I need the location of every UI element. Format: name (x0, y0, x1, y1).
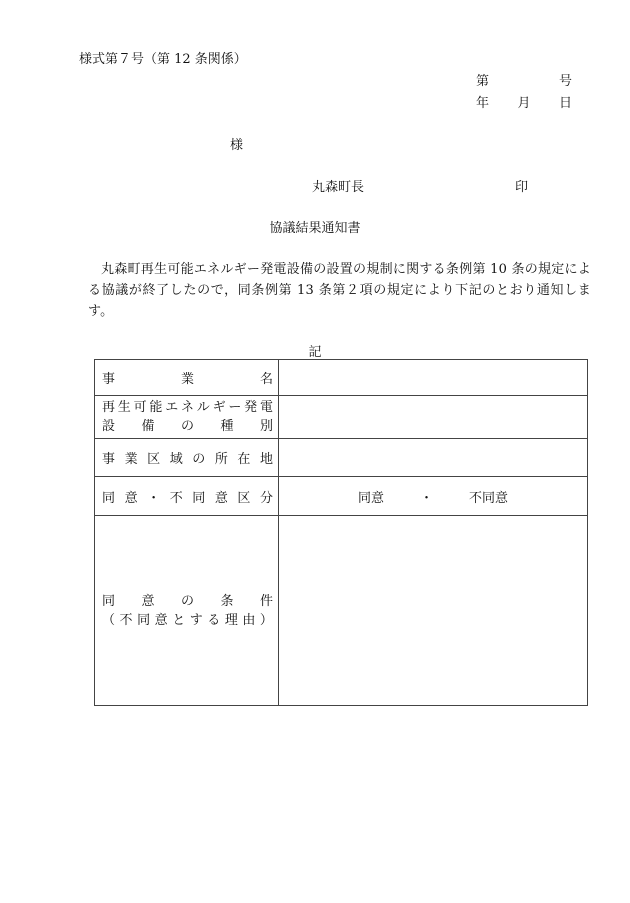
label-char: 発 (244, 400, 258, 415)
location-value (279, 439, 588, 477)
recipient-suffix: 様 (230, 138, 244, 153)
label-char: 区 (147, 452, 161, 467)
body-paragraph: 丸森町再生可能エネルギー発電設備の設置の規制に関する条例第 10 条の規定による協議が終了したので，同条例第 13 条第２項の規定により下記のとおり通知します。 (88, 262, 591, 319)
conditions-label-line1 (102, 592, 273, 611)
consent-label-cell (95, 477, 279, 516)
label-char: 域 (169, 452, 183, 467)
label-char: ・ (147, 490, 161, 506)
consent-options-cell (279, 477, 588, 516)
label-char: 可 (133, 400, 147, 415)
label-char: 備 (141, 419, 155, 434)
location-label (102, 448, 273, 467)
date-day: 日 (558, 96, 572, 111)
label-char: ギ (212, 400, 226, 415)
label-char: 分 (259, 490, 273, 506)
equipment-type-label-cell (95, 396, 279, 439)
consent-option-yes[interactable]: 同意 (357, 490, 384, 506)
label-char: の (192, 452, 206, 467)
table-row (95, 360, 588, 396)
ki-heading: 記 (308, 345, 322, 360)
label-char: 意 (141, 593, 155, 609)
label-char: 理 (224, 612, 238, 628)
document-number-line (476, 70, 572, 89)
business-name-label-cell (95, 360, 279, 396)
consent-separator: ・ (419, 490, 433, 506)
label-char: 意 (154, 612, 168, 628)
label-char: 再 (102, 400, 116, 415)
conditions-value (279, 516, 588, 706)
location-label-cell (95, 439, 279, 477)
label-char: 設 (102, 419, 116, 434)
label-char: 生 (117, 400, 131, 415)
equipment-type-label-line1 (102, 398, 273, 417)
label-char: 業 (180, 372, 194, 387)
result-table (94, 359, 588, 706)
label-char: 名 (259, 372, 273, 387)
form-number: 様式第７号（第 12 条関係） (79, 52, 247, 67)
label-char: 同 (137, 612, 151, 628)
date-line (476, 92, 572, 111)
label-char: 意 (214, 490, 228, 506)
label-char: す (189, 612, 203, 628)
label-char: 種 (220, 419, 234, 434)
label-char: ル (196, 400, 210, 415)
date-month: 月 (517, 96, 531, 111)
seal-mark: 印 (515, 180, 529, 195)
label-char: 所 (214, 452, 228, 467)
label-char: の (180, 593, 194, 609)
label-char: 件 (259, 593, 273, 609)
label-char: ー (228, 400, 242, 415)
label-char: 不 (119, 612, 133, 628)
label-char: （ (102, 612, 116, 628)
label-char: 事 (102, 372, 116, 387)
label-char: 同 (102, 490, 116, 506)
table-row (95, 396, 588, 439)
document-title: 協議結果通知書 (269, 221, 361, 236)
business-name-label (102, 368, 273, 387)
label-char: 区 (237, 490, 251, 506)
consent-options (279, 487, 587, 506)
label-char: 別 (259, 419, 273, 434)
equipment-type-value (279, 396, 588, 439)
label-char: る (207, 612, 221, 628)
label-char: 条 (220, 593, 234, 609)
label-char: 同 (102, 593, 116, 609)
consent-option-no[interactable]: 不同意 (469, 490, 509, 506)
label-char: 事 (102, 452, 116, 467)
equipment-type-label-line2 (102, 417, 273, 436)
issuer-name: 丸森町長 (312, 180, 365, 195)
label-char: の (180, 419, 194, 434)
number-suffix: 号 (558, 74, 572, 89)
label-char: 在 (237, 452, 251, 467)
label-char: 業 (124, 452, 138, 467)
business-name-value (279, 360, 588, 396)
number-prefix: 第 (476, 74, 490, 89)
consent-label (102, 487, 273, 506)
label-char: エ (165, 400, 179, 415)
label-char: 由 (242, 612, 256, 628)
label-char: ネ (180, 400, 194, 415)
label-char: 同 (192, 490, 206, 506)
label-char: と (172, 612, 186, 628)
table-row (95, 439, 588, 477)
label-char: ） (259, 612, 273, 628)
label-char: 電 (259, 400, 273, 415)
label-char: 不 (169, 490, 183, 506)
label-char: 能 (149, 400, 163, 415)
conditions-label-line2 (102, 611, 273, 630)
label-char: 地 (259, 452, 273, 467)
date-year: 年 (476, 96, 490, 111)
table-row (95, 477, 588, 516)
table-row (95, 516, 588, 706)
conditions-label-cell (95, 516, 279, 706)
label-char: 意 (124, 490, 138, 506)
